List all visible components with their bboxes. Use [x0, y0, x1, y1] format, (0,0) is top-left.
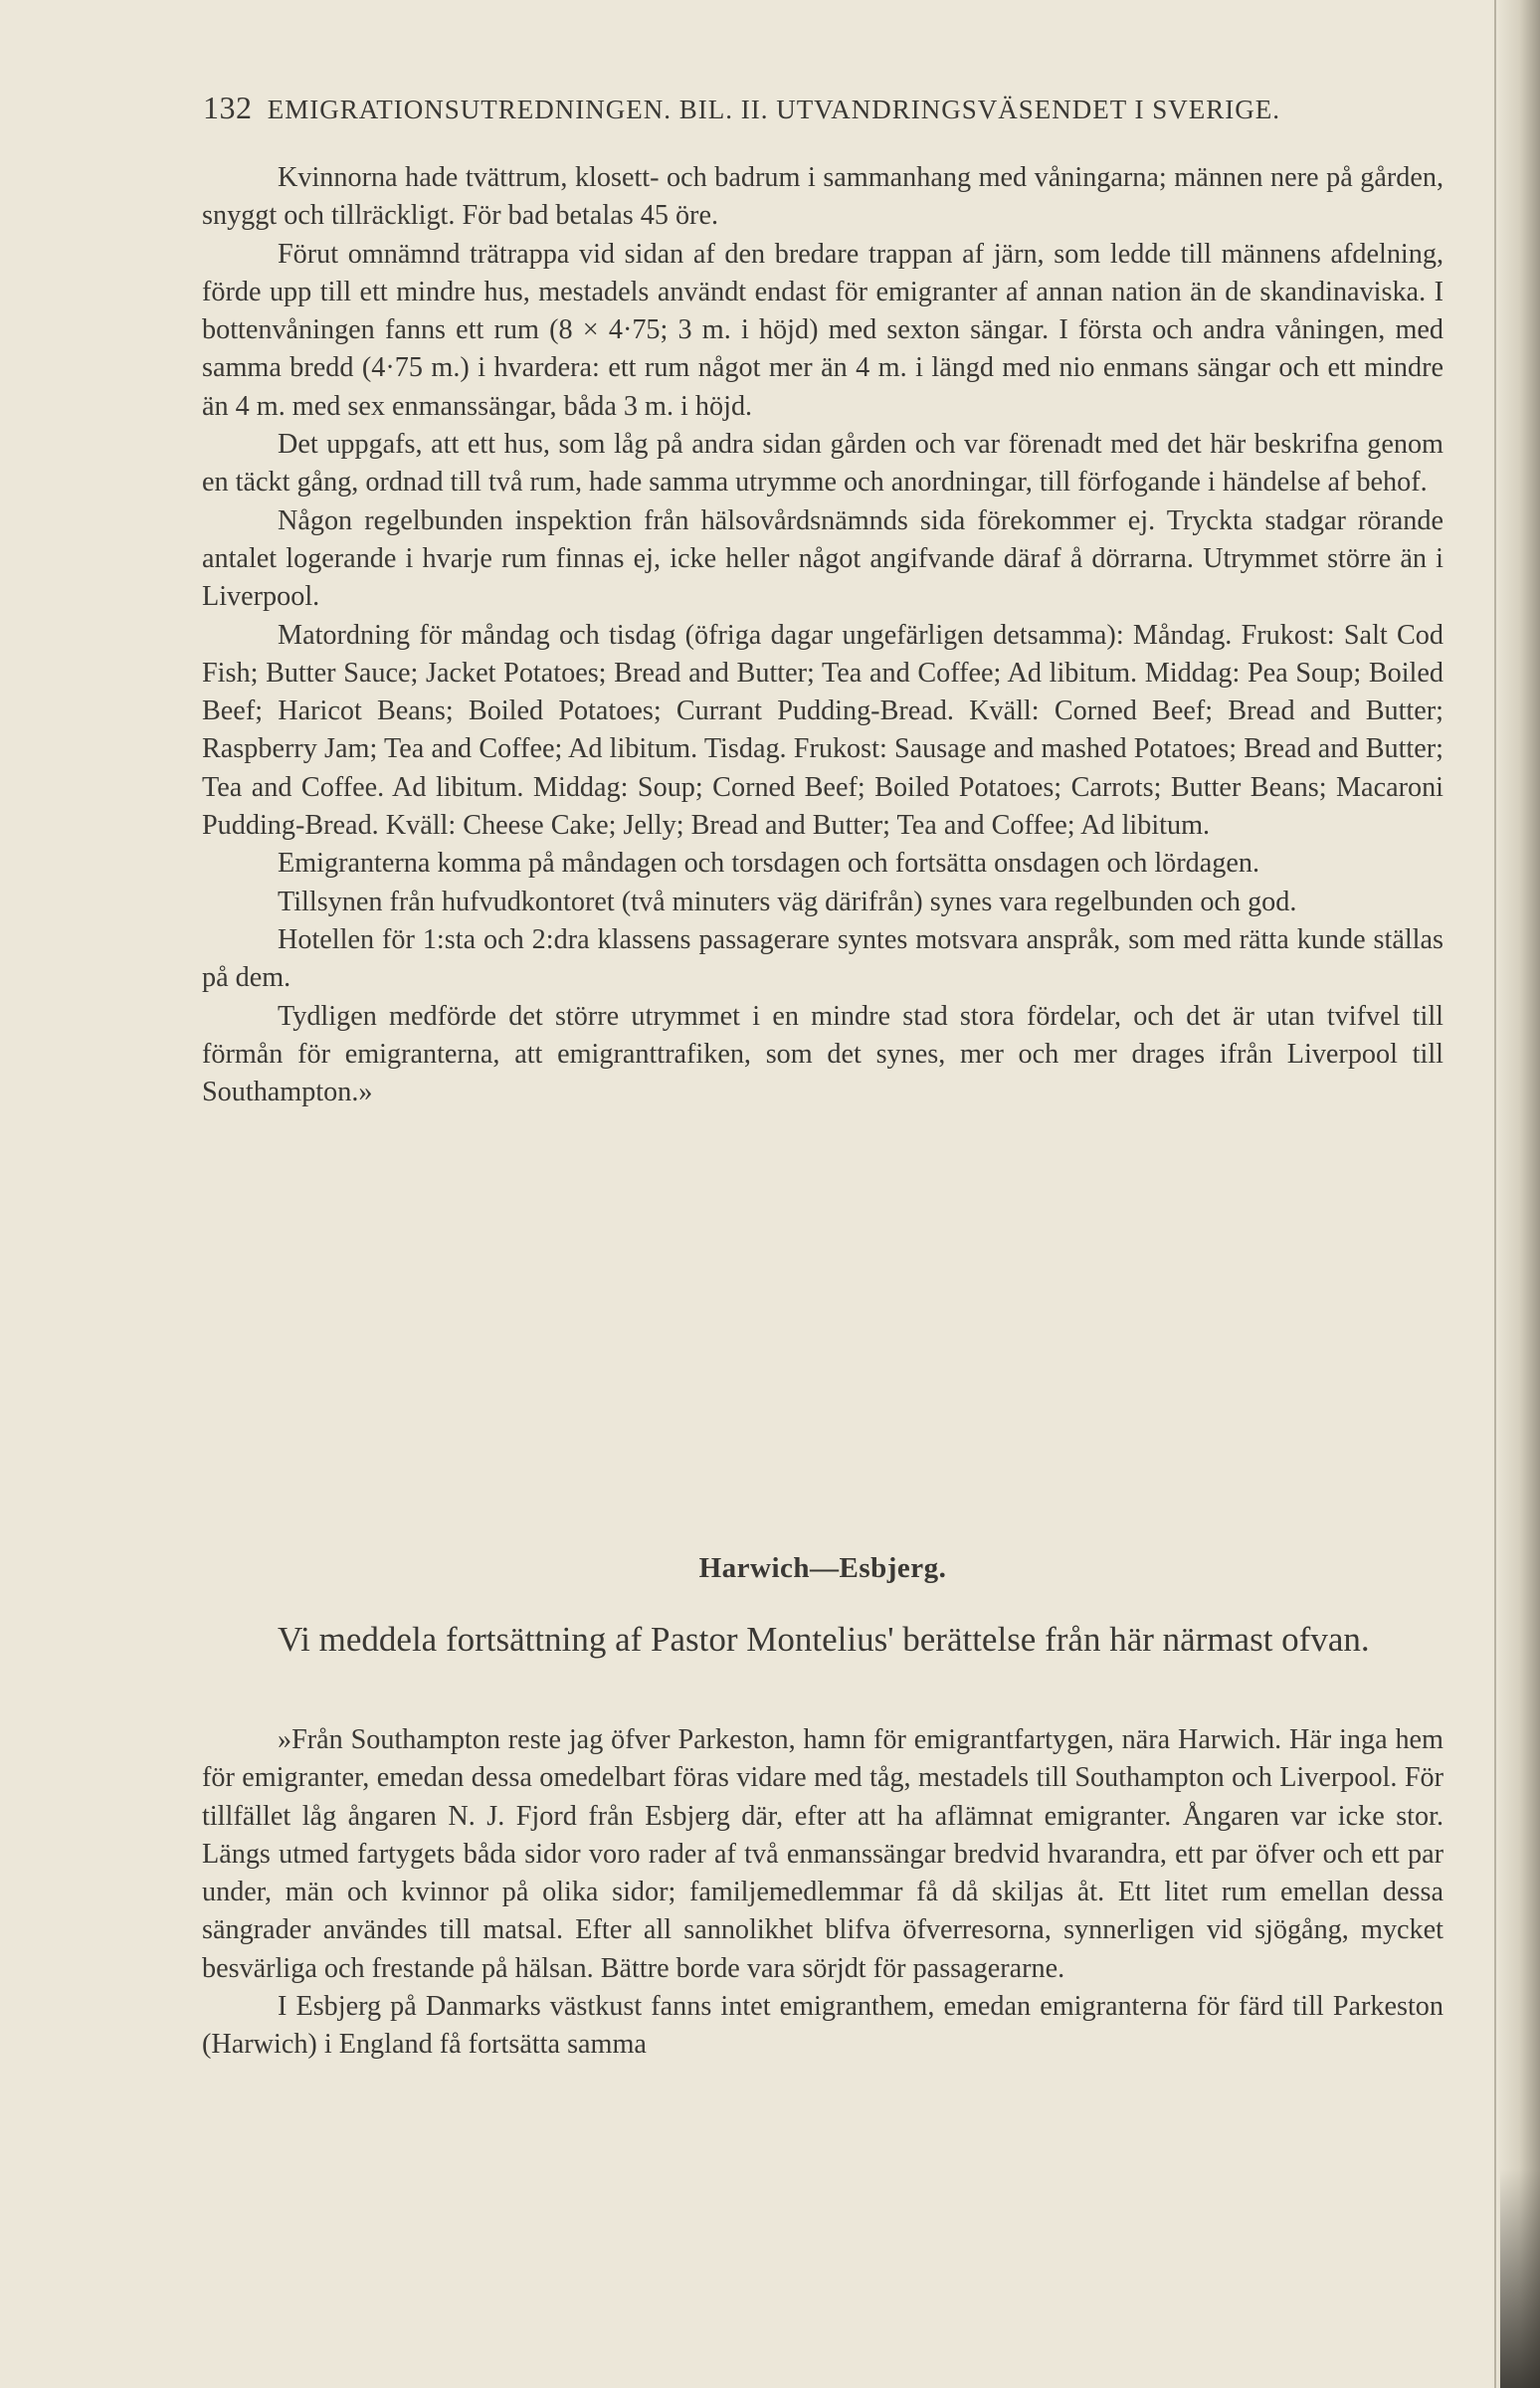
paragraph: Någon regelbunden inspektion från hälsovårdsnämnds sida förekommer ej. Tryckta stadgar rörande antalet logerande i hvarje rum finnas ej, icke heller något angifvande däraf å dörrarna. Utrymmet större än i Liverpool. — [202, 504, 1444, 613]
paragraph: Förut omnämnd trätrappa vid sidan af den bredare trappan af järn, som ledde till männens afdelning, förde upp till ett mindre hus, mestadels användt endast för emigranter af annan nation än de skandinaviska. I bottenvåningen fanns ett rum (8 × 4·75; 3 m. i höjd) med sexton sängar. I första och andra våningen, med samma bredd (4·75 m.) i hvardera: ett rum något mer än 4 m. i längd med nio enmans sängar och ett mindre än 4 m. med sex enmanssängar, båda 3 m. i höjd. — [202, 238, 1444, 422]
paragraph: Hotellen för 1:sta och 2:dra klassens passagerare syntes motsvara anspråk, som med rätta kunde ställas på dem. — [202, 923, 1444, 994]
paragraph: Det uppgafs, att ett hus, som låg på andra sidan gården och var förenadt med det här beskrifna genom en täckt gång, ordnad till två rum, hade samma utrymme och anordningar, till förfogande i händelse af behof. — [202, 429, 1444, 498]
paragraph: Kvinnorna hade tvättrum, klosett- och badrum i sammanhang med våningarna; männen nere på gården, snyggt och tillräckligt. För bad betalas 45 öre. — [202, 162, 1444, 232]
page-number: 132 — [203, 90, 253, 125]
paragraph: Emigranterna komma på måndagen och torsdagen och fortsätta onsdagen och lördagen. — [278, 848, 1260, 880]
paragraph: I Esbjerg på Danmarks västkust fanns intet emigranthem, emedan emigranterna för färd till Parkeston (Harwich) i England få fortsätta samma — [202, 1991, 1444, 2061]
running-title: EMIGRATIONSUTREDNINGEN. BIL. II. UTVANDRINGSVÄSENDET I SVERIGE. — [267, 95, 1280, 124]
paragraph: Tillsynen från hufvudkontoret (två minuters väg därifrån) synes vara regelbunden och god. — [278, 886, 1297, 917]
page-edge-line — [1494, 0, 1496, 2388]
running-header — [203, 90, 1444, 126]
paragraph: Tydligen medförde det större utrymmet i en mindre stad stora fördelar, och det är utan tvifvel till förmån för emigranterna, att emigranttrafiken, som det synes, mer och mer drages ifrån Liverpool till Southampton.» — [202, 1000, 1444, 1108]
page-edge-shadow — [1494, 0, 1540, 2388]
body-text-upper — [202, 159, 1444, 1111]
section-heading: Harwich—Esbjerg. — [698, 1552, 947, 1584]
paragraph: »Från Southampton reste jag öfver Parkeston, hamn för emigrantfartygen, nära Harwich. Här inga hem för emigranter, emedan dessa omedelbart föras vidare med tåg, mestadels till Southampton och Liverpool. För tillfället låg ångaren N. J. Fjord från Esbjerg där, efter att ha aflämnat emigranter. Ångaren var icke stor. Längs utmed fartygets båda sidor voro rader af två enmanssängar bredvid hvarandra, ett par öfver och ett par under, män och kvinnor på olika sidor; familjemedlemmar få då skiljas åt. Ett litet rum emellan dessa sängrader användes till matsal. Efter all sannolikhet blifva öfverresorna, synnerligen vid sjögång, mycket besvärliga och frestande på hälsan. Bättre borde vara sörjdt för passagerarne. — [202, 1724, 1444, 1984]
body-text-lower — [202, 1721, 1444, 2065]
page-corner-shadow — [1500, 2169, 1540, 2388]
section-intro — [202, 1616, 1444, 1663]
paragraph-menu: Matordning för måndag och tisdag (öfriga dagar ungefärligen detsamma): Måndag. Frukost: Salt Cod Fish; Butter Sauce; Jacket Potatoes; Bread and Butter; Tea and Coffee; Ad libitum. Middag: Pea Soup; Boiled Beef; Haricot Beans; Boiled Potatoes; Currant Pudding-Bread. Kväll: Corned Beef; Bread and Butter; Raspberry Jam; Tea and Coffee; Ad libitum. Tisdag. Frukost: Sausage and mashed Potatoes; Bread and Butter; Tea and Coffee. Ad libitum. Middag: Soup; Corned Beef; Boiled Potatoes; Carrots; Butter Beans; Macaroni Pudding-Bread. Kväll: Cheese Cake; Jelly; Bread and Butter; Tea and Coffee; Ad libitum. — [202, 619, 1444, 842]
intro-paragraph: Vi meddela fortsättning af Pastor Montelius' berättelse från här närmast ofvan. — [278, 1620, 1370, 1659]
